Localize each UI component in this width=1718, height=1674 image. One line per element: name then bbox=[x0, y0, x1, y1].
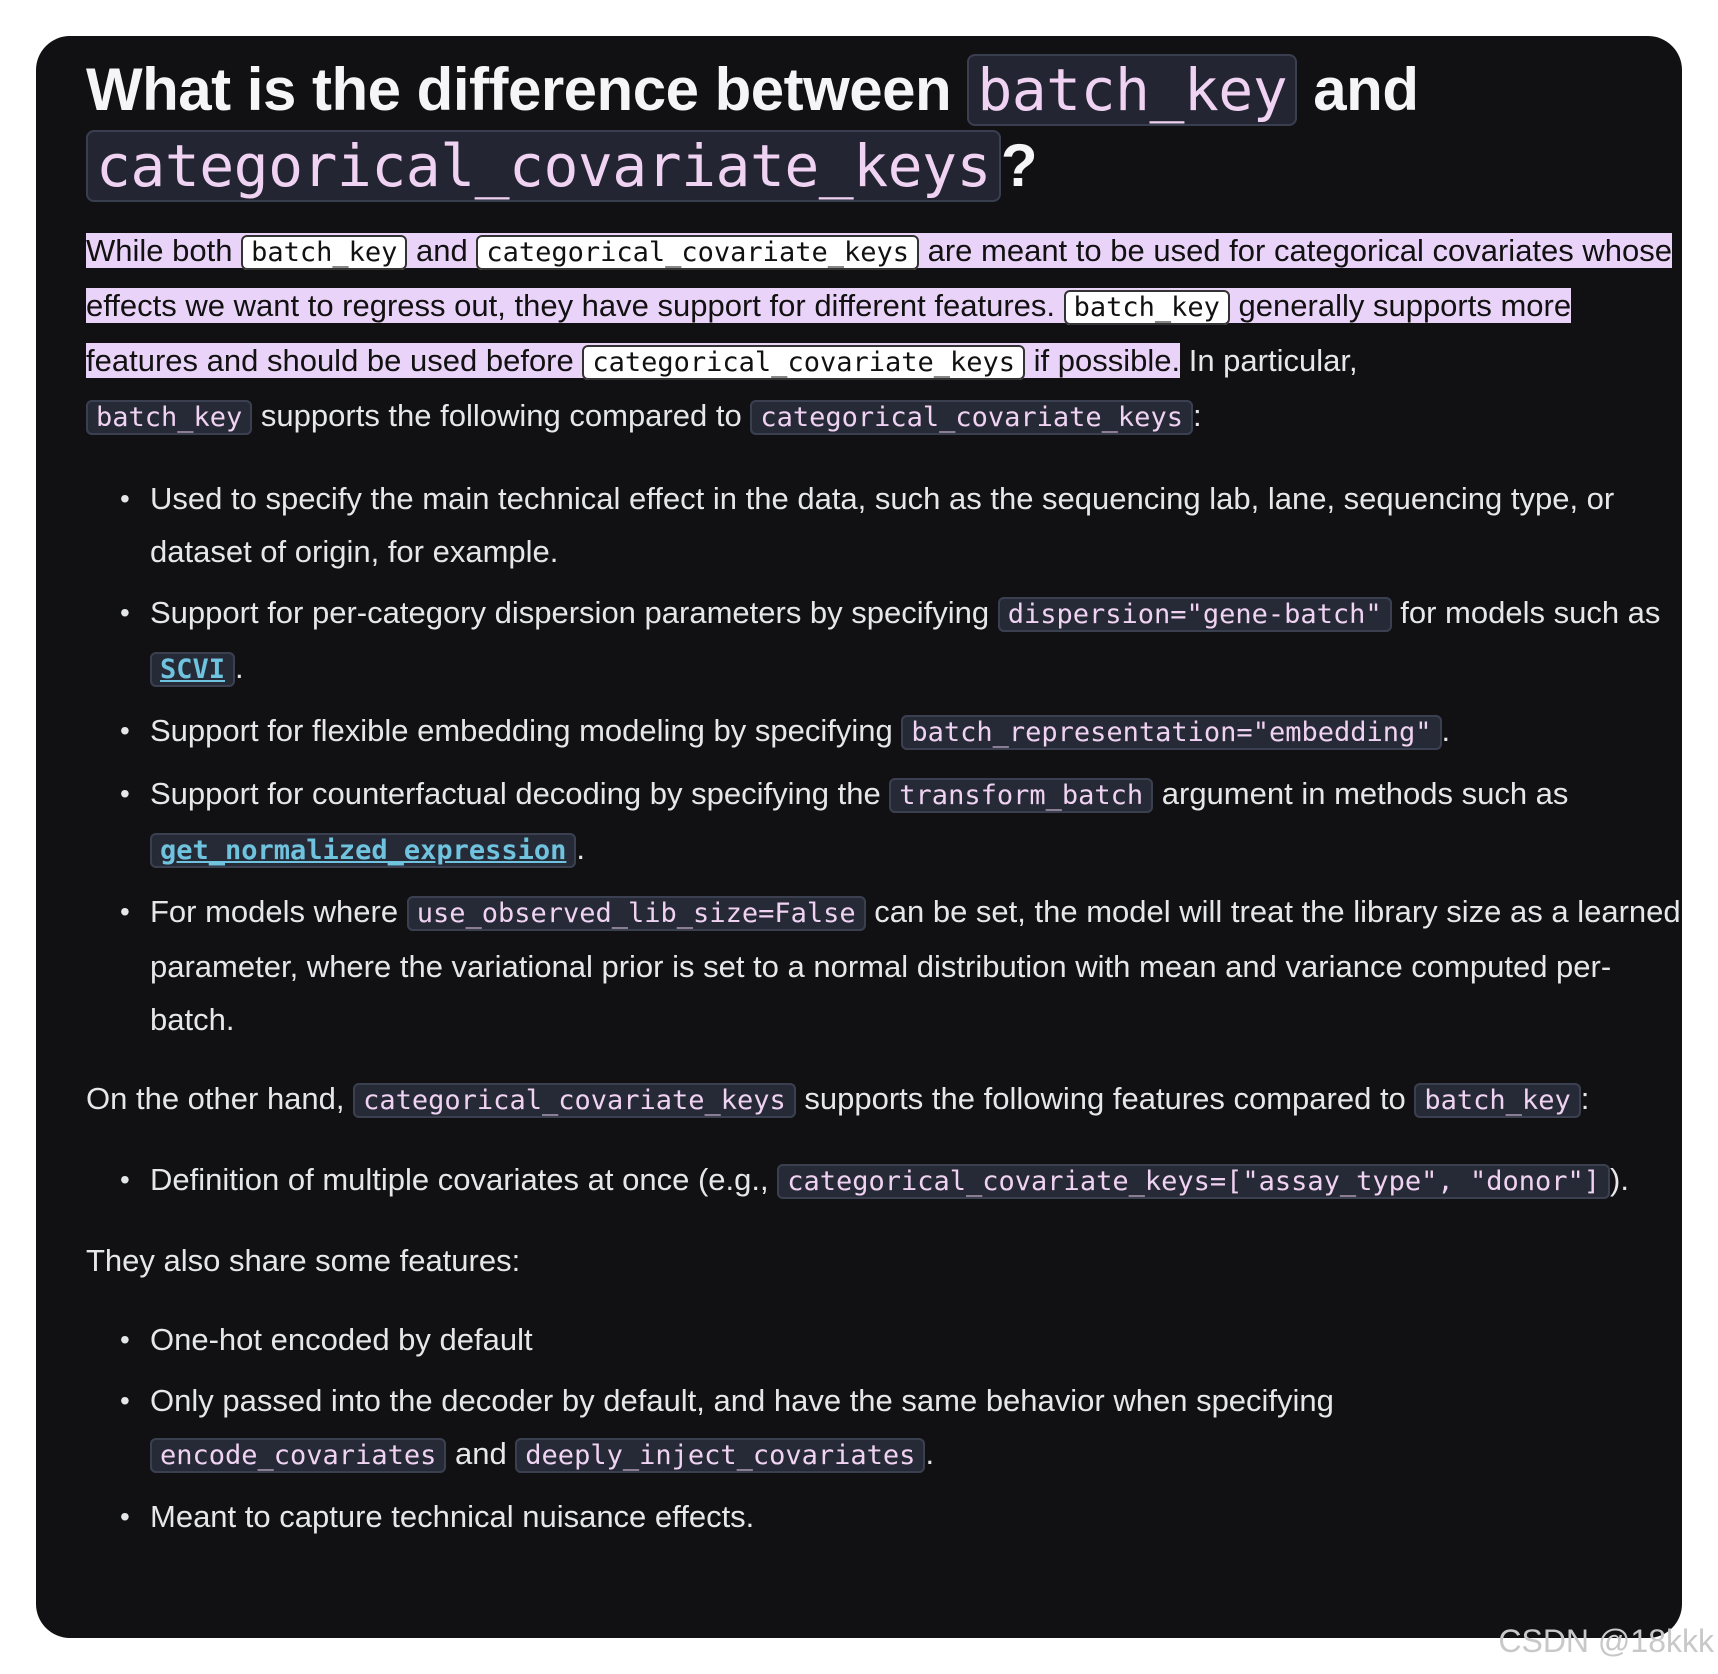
title-code-categorical-keys: categorical_covariate_keys bbox=[86, 130, 1001, 202]
title-text: and bbox=[1297, 56, 1419, 123]
list-item-text: Support for flexible embedding modeling by specifying bbox=[150, 713, 902, 748]
list-item-text: Definition of multiple covariates at once (e.g., bbox=[150, 1162, 778, 1197]
inline-code: use_observed_lib_size=False bbox=[407, 896, 866, 931]
list-item-text: . bbox=[576, 831, 586, 866]
list-item bbox=[150, 1374, 1682, 1482]
intro-text: : bbox=[1192, 398, 1202, 433]
intro-text: In particular, bbox=[1180, 343, 1358, 378]
list-item-text: Support for per-category dispersion parameters by specifying bbox=[150, 595, 998, 630]
inline-code: categorical_covariate_keys bbox=[750, 400, 1193, 435]
inline-code: transform_batch bbox=[889, 778, 1153, 813]
inline-code: batch_key bbox=[241, 235, 407, 270]
inline-code: batch_key bbox=[1064, 290, 1230, 325]
list-item-text: . bbox=[1441, 713, 1451, 748]
title-text: ? bbox=[1000, 132, 1038, 199]
inline-code: categorical_covariate_keys bbox=[353, 1083, 796, 1118]
intro-text: if possible. bbox=[1025, 343, 1181, 378]
inline-code: encode_covariates bbox=[150, 1438, 446, 1473]
inline-code: categorical_covariate_keys bbox=[476, 235, 919, 270]
shared-intro-paragraph: They also share some features: bbox=[86, 1243, 521, 1278]
list-item-text: argument in methods such as bbox=[1153, 776, 1569, 811]
list-item bbox=[150, 472, 1682, 578]
intro-paragraph bbox=[86, 224, 1682, 444]
intro-text: supports the following compared to bbox=[252, 398, 751, 433]
watermark: CSDN @18kkk bbox=[1498, 1623, 1714, 1659]
list-item-text: and bbox=[446, 1436, 516, 1471]
paragraph-text: supports the following features compared to bbox=[795, 1081, 1415, 1116]
inline-code: deeply_inject_covariates bbox=[515, 1438, 925, 1473]
list-item bbox=[150, 767, 1682, 877]
other-hand-paragraph bbox=[86, 1072, 1682, 1127]
inline-code: batch_key bbox=[1414, 1083, 1580, 1118]
get-normalized-expression-link[interactable]: get_normalized_expression bbox=[150, 833, 576, 868]
inline-code: dispersion="gene-batch" bbox=[998, 597, 1392, 632]
paragraph-text: : bbox=[1580, 1081, 1590, 1116]
list-item-text: One-hot encoded by default bbox=[150, 1322, 533, 1357]
list-item-text: Meant to capture technical nuisance effects. bbox=[150, 1499, 755, 1534]
list-item bbox=[150, 586, 1682, 696]
list-item-text: For models where bbox=[150, 894, 407, 929]
list-item bbox=[150, 1490, 1682, 1543]
intro-text: and bbox=[407, 233, 477, 268]
faq-title bbox=[86, 52, 1646, 204]
list-item bbox=[150, 1153, 1682, 1208]
list-item-text: Support for counterfactual decoding by specifying the bbox=[150, 776, 890, 811]
scvi-link[interactable]: SCVI bbox=[150, 652, 235, 687]
categorical-feature-list bbox=[86, 1153, 1682, 1208]
list-item-text: can be set, the model will treat the library size as a learned parameter, where the variational prior is set to a normal distribution with mean and variance computed per-batch. bbox=[150, 894, 1681, 1037]
list-item bbox=[150, 1313, 1682, 1366]
title-text: What is the difference between bbox=[86, 56, 968, 123]
intro-text: are meant to be used for categorical covariates whose effects we want to regress out, they have support for different features. bbox=[86, 233, 1673, 323]
list-item-text: Only passed into the decoder by default, and have the same behavior when specifying bbox=[150, 1383, 1334, 1418]
list-item-text: ). bbox=[1610, 1162, 1629, 1197]
batch-key-feature-list bbox=[86, 472, 1682, 1046]
paragraph-text: On the other hand, bbox=[86, 1081, 354, 1116]
intro-text: While both bbox=[86, 233, 242, 268]
title-code-batch-key: batch_key bbox=[967, 54, 1297, 126]
inline-code: categorical_covariate_keys=["assay_type", "donor"] bbox=[777, 1164, 1610, 1199]
list-item-text: for models such as bbox=[1391, 595, 1661, 630]
list-item bbox=[150, 704, 1682, 759]
highlighted-selection[interactable] bbox=[86, 233, 1672, 378]
intro-text: generally supports more features and should be used before bbox=[86, 288, 1572, 378]
list-item-text: Used to specify the main technical effect in the data, such as the sequencing lab, lane, sequencing type, or dataset of origin, for example. bbox=[150, 481, 1615, 569]
inline-code: batch_key bbox=[86, 400, 252, 435]
shared-feature-list bbox=[86, 1313, 1682, 1543]
inline-code: batch_representation="embedding" bbox=[901, 715, 1441, 750]
list-item-text: . bbox=[925, 1436, 935, 1471]
inline-code: categorical_covariate_keys bbox=[582, 345, 1025, 380]
list-item bbox=[150, 885, 1682, 1046]
list-item-text: . bbox=[235, 650, 244, 685]
faq-card bbox=[36, 36, 1682, 1638]
